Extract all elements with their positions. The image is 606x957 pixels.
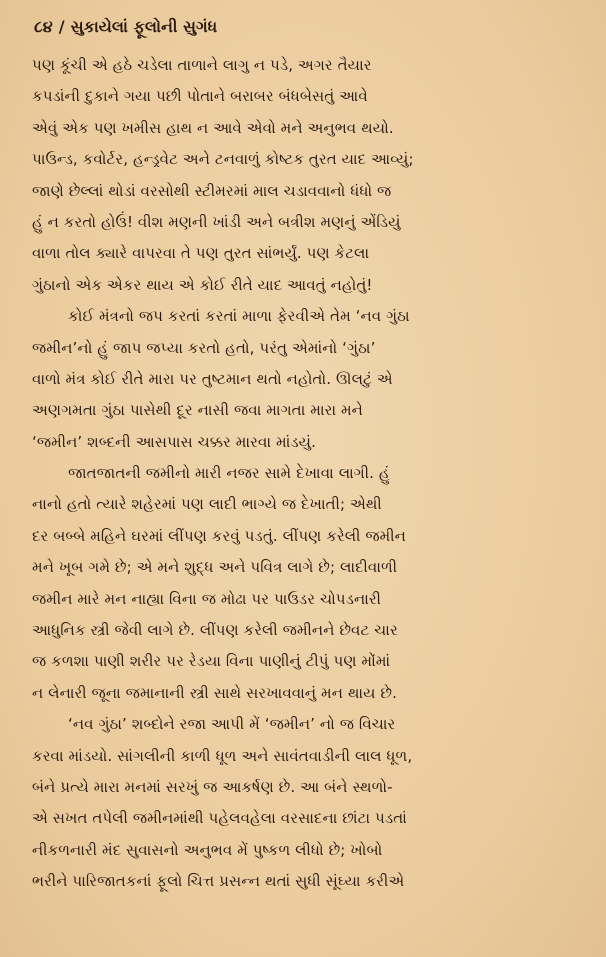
text-body [32,50,582,898]
page-number: ૮૪ [34,17,53,36]
text-line: પણ કૂંચી એ હઠે ચડેલા તાળાને લાગુ ન પડે, અગર તૈયાર [32,56,372,74]
text-line: જાતજાતની જમીનો મારી નજર સામે દેખાવા લાગી. હું [68,464,390,483]
text-line: એવું એક પણ ખમીસ હાથ ન આવે એવો મને અનુભવ થયો. [32,118,394,137]
text-line: હું ન કરતો હોઉં! વીશ મણની ખાંડી અને બત્રીશ મણનું એંડિયું [32,212,401,231]
book-title: સુકાયેલાં ફૂલોની સુગંધ [70,17,218,36]
text-line: ‘નવ ગુંઠા’ શબ્દોને રજા આપી મેં ‘જમીન’ નો જ વિચાર [68,715,396,734]
running-header [34,14,586,40]
text-line: નીકળનારી મંદ સુવાસનો અનુભવ મેં પુષ્કળ લીધો છે; ખોબો [32,840,383,859]
text-line: એ સખત તપેલી જમીનમાંથી પહેલવહેલા વરસાદના છાંટા પડતાં [32,809,407,828]
text-line: કપડાંની દુકાને ગયા પછી પોતાને બરાબર બંધબેસતું આવે [32,87,368,106]
header-separator: / [58,17,65,36]
text-line: જમીન મારે મન નાહ્યા વિના જ મોઢા પર પાઉડર ચોપડનારી [32,589,382,608]
text-line: પાઉન્ડ, કવોર્ટર, હન્ડ્રવેટ અને ટનવાળું કોષ્ટક તુરત યાદ આવ્યું; [32,150,414,169]
text-line: મને ખૂબ ગમે છે; એ મને શુદ્ધ અને પવિત્ર લાગે છે; લાદીવાળી [32,558,398,577]
text-line: નાનો હતો ત્યારે શહેરમાં પણ લાદી ભાગ્યે જ દેખાતી; એથી [32,495,382,514]
text-line: વાળા તોલ ક્યારે વાપરવા તે પણ તુરત સાંભર્યું. પણ કેટલા [32,244,370,263]
paragraph-4 [32,709,582,897]
text-line: કરવા માંડયો. સાંગલીની કાળી ધૂળ અને સાવંતવાડીની લાલ ધૂળ, [32,746,413,765]
text-line: ભરીને પારિજાતકનાં ફૂલો ચિત્ત પ્રસન્ન થતાં સુધી સૂંઘ્યા કરીએ [32,872,405,891]
text-line: જાણે છેલ્લાં થોડાં વરસોથી સ્ટીમરમાં માલ ચડાવવાનો ધંધો જ [32,181,392,200]
paragraph-1 [32,50,582,301]
text-line: ન લેનારી જૂના જમાનાની સ્ત્રી સાથે સરખાવવાનું મન થાય છે. [32,683,397,702]
text-line: દર બબ્બે મહિને ઘરમાં લીંપણ કરવું પડતું. લીંપણ કરેલી જમીન [32,526,406,545]
text-line: કોઈ મંત્રનો જપ કરતાં કરતાં માળા ફેરવીએ તેમ ‘નવ ગુંઠા [68,307,410,326]
text-line: ‘જમીન’ શબ્દની આસપાસ ચક્કર મારવા માંડયું. [32,432,316,451]
paragraph-2 [32,301,582,458]
text-line: અણગમતા ગુંઠા પાસેથી દૂર નાસી જવા માગતા મારા મને [32,401,363,420]
paragraph-3 [32,458,582,709]
text-line: જ કળશા પાણી શરીર પર રેડયા વિના પાણીનું ટીપું પણ મોંમાં [32,652,391,671]
text-line: આધુનિક સ્ત્રી જેવી લાગે છે. લીંપણ કરેલી જમીનને છેવટ ચાર [32,621,398,640]
text-line: બંને પ્રત્યે મારા મનમાં સરખું જ આકર્ષણ છે. આ બંને સ્થળો- [32,777,393,796]
text-line: વાળો મંત્ર કોઈ રીતે મારા પર તુષ્ટમાન થતો નહોતો. ઊલટું એ [32,369,393,388]
text-line: ગુંઠાનો એક એકર થાય એ કોઈ રીતે યાદ આવતું નહોતું! [32,275,373,294]
text-line: જમીન’નો હું જાપ જપ્યા કરતો હતો, પરંતુ એમાંનો ‘ગુંઠા’ [32,338,376,357]
